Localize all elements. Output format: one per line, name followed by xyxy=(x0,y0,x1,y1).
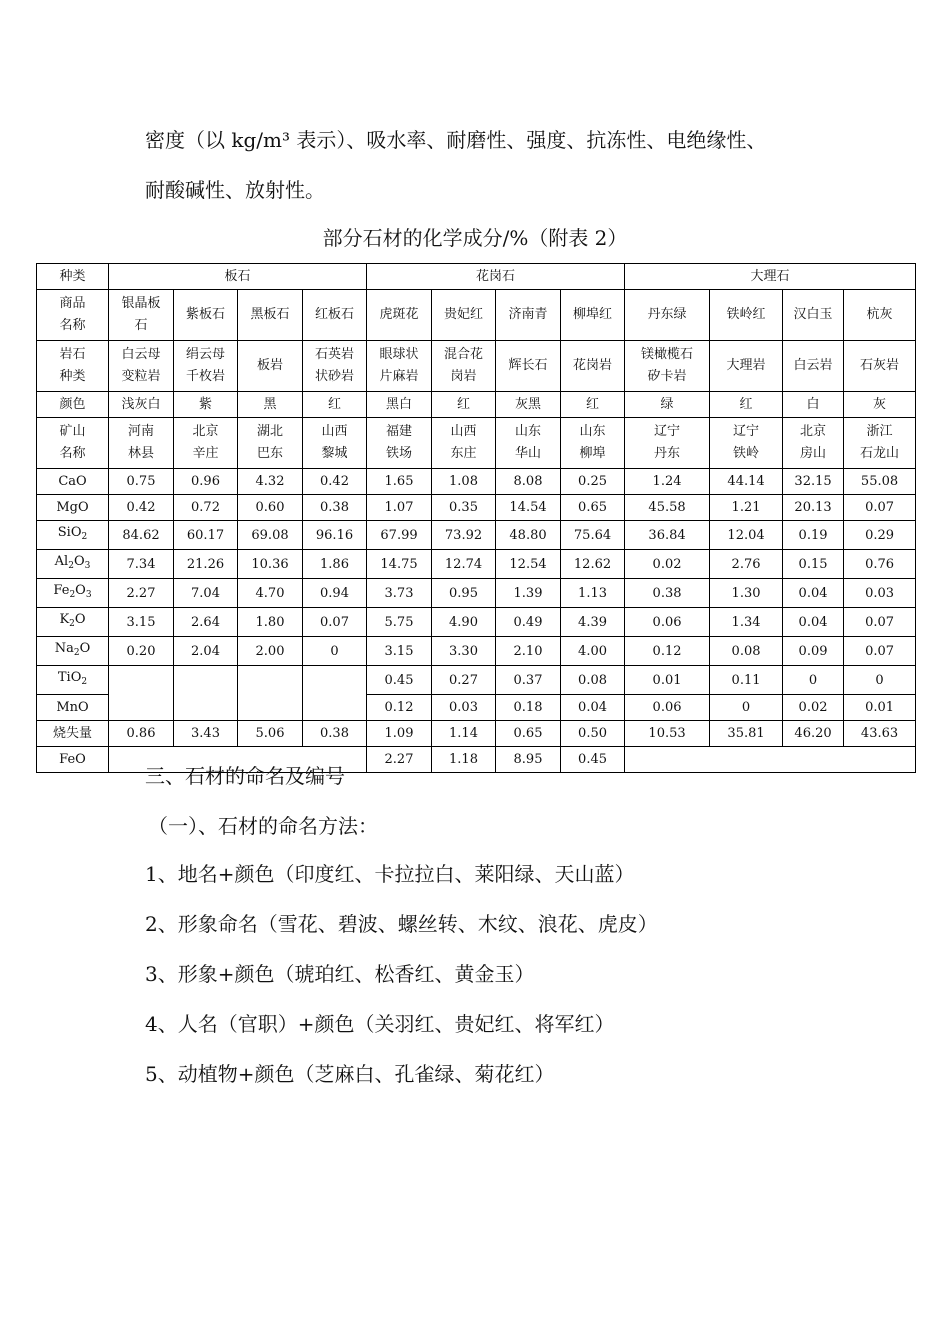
table-cell: 0.86 xyxy=(109,721,174,747)
table-row xyxy=(37,495,916,521)
table-cell: 板岩 xyxy=(238,341,303,392)
table-cell: 0.08 xyxy=(710,637,783,666)
table-cell: 0.50 xyxy=(561,721,625,747)
table-cell: 7.04 xyxy=(174,579,238,608)
table-cell: 杭灰 xyxy=(844,290,916,341)
table-cell: 7.34 xyxy=(109,550,174,579)
table-cell: 5.75 xyxy=(367,608,432,637)
table-cell: 0.45 xyxy=(367,666,432,695)
table-row xyxy=(37,469,916,495)
table-cell: 白 xyxy=(783,392,844,418)
table-cell: 紫板石 xyxy=(174,290,238,341)
table-cell: 0.60 xyxy=(238,495,303,521)
table-cell: 14.54 xyxy=(496,495,561,521)
table-cell: 14.75 xyxy=(367,550,432,579)
table-cell: 3.43 xyxy=(174,721,238,747)
table-cell xyxy=(238,666,303,721)
naming-method-item: 5、动植物+颜色（芝麻白、孔雀绿、菊花红） xyxy=(145,1062,555,1086)
chemical-composition-table xyxy=(36,263,916,773)
naming-method-item: 1、地名+颜色（印度红、卡拉拉白、莱阳绿、天山蓝） xyxy=(145,862,635,886)
table-cell: 0 xyxy=(710,695,783,721)
table-cell: 3.15 xyxy=(367,637,432,666)
table-cell: 0.12 xyxy=(625,637,710,666)
naming-method-item: 4、人名（官职）+颜色（关羽红、贵妃红、将军红） xyxy=(145,1012,615,1036)
table-cell: 10.53 xyxy=(625,721,710,747)
table-cell: 丹东绿 xyxy=(625,290,710,341)
table-cell: 1.09 xyxy=(367,721,432,747)
table-cell: 2.27 xyxy=(109,579,174,608)
table-row xyxy=(37,392,916,418)
table-cell: 3.73 xyxy=(367,579,432,608)
table-cell: 1.24 xyxy=(625,469,710,495)
table-cell: 山东 柳埠 xyxy=(561,418,625,469)
table-cell: 1.07 xyxy=(367,495,432,521)
table-cell: 绢云母 千枚岩 xyxy=(174,341,238,392)
table-cell: 0 xyxy=(783,666,844,695)
table-cell: 0.04 xyxy=(783,579,844,608)
table-cell: 0.20 xyxy=(109,637,174,666)
table-cell: 山西 东庄 xyxy=(432,418,496,469)
table-cell: 柳埠红 xyxy=(561,290,625,341)
table-cell: 0.03 xyxy=(844,579,916,608)
table-cell: 贵妃红 xyxy=(432,290,496,341)
table-cell: 21.26 xyxy=(174,550,238,579)
table-cell: 绿 xyxy=(625,392,710,418)
table-cell: 0 xyxy=(303,637,367,666)
category-row xyxy=(37,264,916,290)
table-cell: 32.15 xyxy=(783,469,844,495)
table-row xyxy=(37,550,916,579)
table-cell: 69.08 xyxy=(238,521,303,550)
category-marble: 大理石 xyxy=(625,264,916,290)
table-cell: 福建 铁场 xyxy=(367,418,432,469)
table-cell: 1.65 xyxy=(367,469,432,495)
table-cell: 5.06 xyxy=(238,721,303,747)
table-cell: 0.01 xyxy=(625,666,710,695)
table-cell: 0.75 xyxy=(109,469,174,495)
table-cell: 12.74 xyxy=(432,550,496,579)
table-cell: 红 xyxy=(561,392,625,418)
table-cell: 2.10 xyxy=(496,637,561,666)
table-cell: 红板石 xyxy=(303,290,367,341)
row-label: 颜色 xyxy=(37,392,109,418)
table-cell: 紫 xyxy=(174,392,238,418)
table-cell: 0.07 xyxy=(844,495,916,521)
category-granite: 花岗石 xyxy=(367,264,625,290)
table-cell: 辽宁 铁岭 xyxy=(710,418,783,469)
table-cell: 60.17 xyxy=(174,521,238,550)
table-row xyxy=(37,341,916,392)
table-cell: 4.39 xyxy=(561,608,625,637)
table-cell: 2.27 xyxy=(367,747,432,773)
table-cell: 0.25 xyxy=(561,469,625,495)
table-cell: 花岗岩 xyxy=(561,341,625,392)
table-row xyxy=(37,290,916,341)
table-cell: 36.84 xyxy=(625,521,710,550)
table-cell: 0.07 xyxy=(303,608,367,637)
table-cell: 混合花 岗岩 xyxy=(432,341,496,392)
table-cell: 1.18 xyxy=(432,747,496,773)
table-cell: 镁橄榄石 矽卡岩 xyxy=(625,341,710,392)
table-cell: 12.62 xyxy=(561,550,625,579)
naming-method-item: 3、形象+颜色（琥珀红、松香红、黄金玉） xyxy=(145,962,535,986)
table-cell: 0.65 xyxy=(496,721,561,747)
table-row xyxy=(37,637,916,666)
intro-line-2: 耐酸碱性、放射性。 xyxy=(145,178,325,202)
table-cell: 黑板石 xyxy=(238,290,303,341)
table-cell: 2.64 xyxy=(174,608,238,637)
table-cell: 1.86 xyxy=(303,550,367,579)
table-cell: 0.06 xyxy=(625,608,710,637)
table-cell: 0.38 xyxy=(303,721,367,747)
table-cell: 1.30 xyxy=(710,579,783,608)
table-cell: 0.27 xyxy=(432,666,496,695)
table-row xyxy=(37,418,916,469)
table-cell: 0.08 xyxy=(561,666,625,695)
table-cell: 1.34 xyxy=(710,608,783,637)
table-cell: 红 xyxy=(432,392,496,418)
table-cell: 0.72 xyxy=(174,495,238,521)
section-title: 三、石材的命名及编号 xyxy=(145,764,345,788)
row-label: $Al_2O_3$ xyxy=(37,550,109,579)
row-label: TiO$_2$ xyxy=(37,666,109,695)
table-cell: 0.09 xyxy=(783,637,844,666)
intro-line-1: 密度（以 kg/m³ 表示）、吸水率、耐磨性、强度、抗冻性、电绝缘性、 xyxy=(145,128,767,152)
table-cell: 4.00 xyxy=(561,637,625,666)
table-cell: 石灰岩 xyxy=(844,341,916,392)
table-cell: 红 xyxy=(303,392,367,418)
table-cell: 35.81 xyxy=(710,721,783,747)
table-cell: 0.37 xyxy=(496,666,561,695)
table-cell: 山东 华山 xyxy=(496,418,561,469)
row-label: 岩石 种类 xyxy=(37,341,109,392)
row-label: $Na_2O$ xyxy=(37,637,109,666)
table-cell: 0.18 xyxy=(496,695,561,721)
table-cell: 铁岭红 xyxy=(710,290,783,341)
table-row xyxy=(37,579,916,608)
table-cell: 3.30 xyxy=(432,637,496,666)
table-cell: 0.38 xyxy=(303,495,367,521)
table-cell: 浙江 石龙山 xyxy=(844,418,916,469)
section-subtitle: （一）、石材的命名方法： xyxy=(148,814,378,838)
table-cell: 4.32 xyxy=(238,469,303,495)
table-cell: 0.29 xyxy=(844,521,916,550)
category-label: 种类 xyxy=(37,264,109,290)
table-cell: 白云岩 xyxy=(783,341,844,392)
table-body xyxy=(37,290,916,773)
table-cell: 43.63 xyxy=(844,721,916,747)
table-cell: 0.65 xyxy=(561,495,625,521)
table-cell: 黑白 xyxy=(367,392,432,418)
table-cell: 2.76 xyxy=(710,550,783,579)
table-cell: 75.64 xyxy=(561,521,625,550)
table-cell: 大理岩 xyxy=(710,341,783,392)
table-cell: 0.96 xyxy=(174,469,238,495)
table-cell: 红 xyxy=(710,392,783,418)
table-cell: 2.00 xyxy=(238,637,303,666)
table-cell: 浅灰白 xyxy=(109,392,174,418)
table-cell: 0 xyxy=(844,666,916,695)
table-cell: 0.49 xyxy=(496,608,561,637)
table-cell: 汉白玉 xyxy=(783,290,844,341)
table-cell xyxy=(174,666,238,721)
table-cell: 1.08 xyxy=(432,469,496,495)
table-cell: 12.04 xyxy=(710,521,783,550)
table-cell xyxy=(109,666,174,721)
table-cell: 0.02 xyxy=(783,695,844,721)
table-cell: 0.04 xyxy=(561,695,625,721)
table-cell: 眼球状 片麻岩 xyxy=(367,341,432,392)
table-row xyxy=(37,666,916,695)
table-cell: 1.14 xyxy=(432,721,496,747)
table-cell: 8.95 xyxy=(496,747,561,773)
table-cell: 1.21 xyxy=(710,495,783,521)
table-caption: 部分石材的化学成分/%（附表 2） xyxy=(322,226,628,250)
table-cell: 2.04 xyxy=(174,637,238,666)
table-cell: 0.11 xyxy=(710,666,783,695)
table-cell: 北京 房山 xyxy=(783,418,844,469)
row-label: $K_2O$ xyxy=(37,608,109,637)
table-cell: 0.01 xyxy=(844,695,916,721)
table-cell: 20.13 xyxy=(783,495,844,521)
table-cell: 石英岩 状砂岩 xyxy=(303,341,367,392)
table-cell: 48.80 xyxy=(496,521,561,550)
row-label: 商品 名称 xyxy=(37,290,109,341)
table-cell: 0.03 xyxy=(432,695,496,721)
row-label: 烧失量 xyxy=(37,721,109,747)
table-cell: 0.35 xyxy=(432,495,496,521)
table-cell: 北京 辛庄 xyxy=(174,418,238,469)
table-cell: 10.36 xyxy=(238,550,303,579)
table-cell: 0.06 xyxy=(625,695,710,721)
row-label: MnO xyxy=(37,695,109,721)
row-label: SiO$_2$ xyxy=(37,521,109,550)
table-cell: 12.54 xyxy=(496,550,561,579)
table-cell: 0.76 xyxy=(844,550,916,579)
table-cell: 0.38 xyxy=(625,579,710,608)
table-cell: 山西 黎城 xyxy=(303,418,367,469)
table-cell: 0.04 xyxy=(783,608,844,637)
table-cell: 0.42 xyxy=(303,469,367,495)
row-label: MgO xyxy=(37,495,109,521)
table-cell: 0.15 xyxy=(783,550,844,579)
table-cell: 0.07 xyxy=(844,608,916,637)
table-cell: 辉长石 xyxy=(496,341,561,392)
table-cell: 虎斑花 xyxy=(367,290,432,341)
table-cell: 84.62 xyxy=(109,521,174,550)
table-cell xyxy=(303,666,367,721)
table-cell: 0.95 xyxy=(432,579,496,608)
table-cell: 白云母 变粒岩 xyxy=(109,341,174,392)
table-cell: 0.02 xyxy=(625,550,710,579)
table-cell: 0.19 xyxy=(783,521,844,550)
table-row xyxy=(37,608,916,637)
table-cell: 1.13 xyxy=(561,579,625,608)
table-cell: 灰 xyxy=(844,392,916,418)
table-cell: 73.92 xyxy=(432,521,496,550)
table-cell: 96.16 xyxy=(303,521,367,550)
table-cell: 8.08 xyxy=(496,469,561,495)
table-cell: 44.14 xyxy=(710,469,783,495)
row-label: CaO xyxy=(37,469,109,495)
table-cell: 0.94 xyxy=(303,579,367,608)
table-cell: 辽宁 丹东 xyxy=(625,418,710,469)
table-cell: 4.70 xyxy=(238,579,303,608)
table-cell: 4.90 xyxy=(432,608,496,637)
table-cell: 55.08 xyxy=(844,469,916,495)
table-cell: 济南青 xyxy=(496,290,561,341)
category-slate: 板石 xyxy=(109,264,367,290)
table-row xyxy=(37,721,916,747)
table-cell: 0.07 xyxy=(844,637,916,666)
table-cell xyxy=(625,747,916,773)
table-cell: 银晶板 石 xyxy=(109,290,174,341)
table-cell: 67.99 xyxy=(367,521,432,550)
table-cell: 45.58 xyxy=(625,495,710,521)
table-cell: 0.42 xyxy=(109,495,174,521)
row-label: 矿山 名称 xyxy=(37,418,109,469)
table-cell: 湖北 巴东 xyxy=(238,418,303,469)
table-cell: 灰黑 xyxy=(496,392,561,418)
table-cell: 0.45 xyxy=(561,747,625,773)
table-cell: 1.39 xyxy=(496,579,561,608)
table-cell: 46.20 xyxy=(783,721,844,747)
naming-method-item: 2、形象命名（雪花、碧波、螺丝转、木纹、浪花、虎皮） xyxy=(145,912,658,936)
table-cell: 0.12 xyxy=(367,695,432,721)
row-label: $Fe_2O_3$ xyxy=(37,579,109,608)
row-label: FeO xyxy=(37,747,109,773)
table-cell: 1.80 xyxy=(238,608,303,637)
table-cell: 河南 林县 xyxy=(109,418,174,469)
table-cell: 3.15 xyxy=(109,608,174,637)
table-row xyxy=(37,521,916,550)
table-cell: 黑 xyxy=(238,392,303,418)
